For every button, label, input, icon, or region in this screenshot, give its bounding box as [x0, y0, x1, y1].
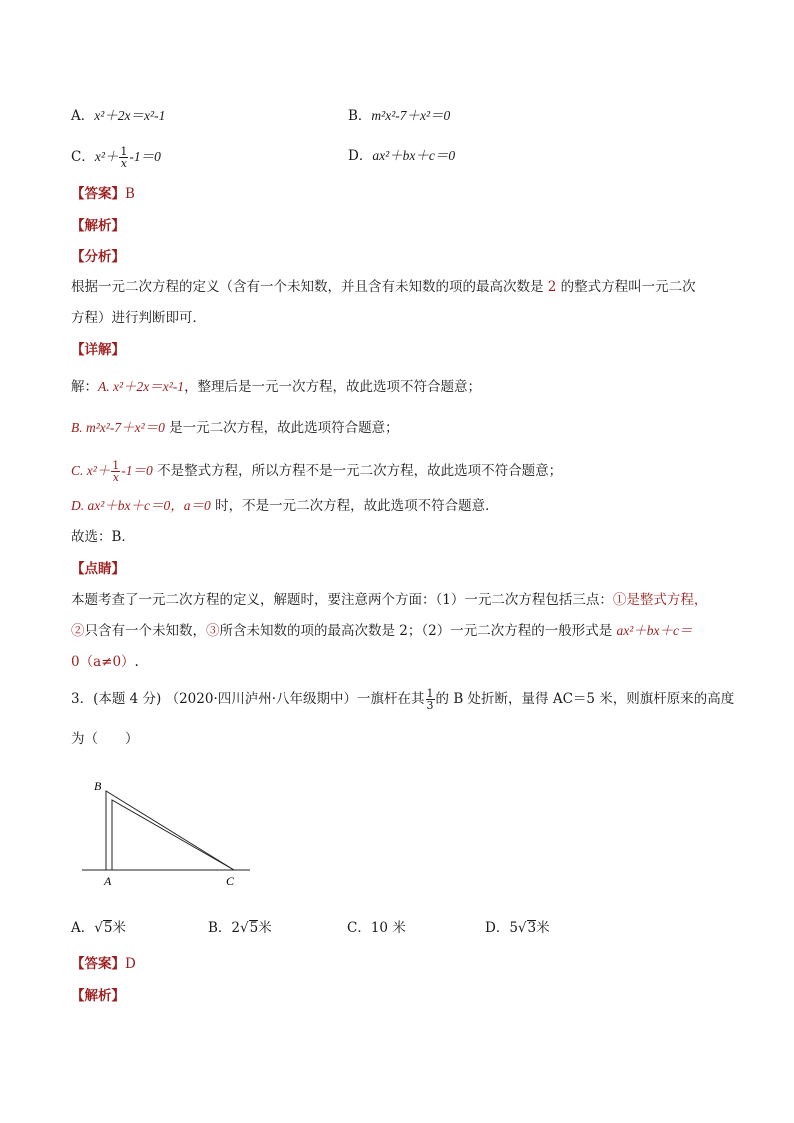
q3-option-a-radicand: 5 [103, 920, 113, 936]
option-a-expr: x²＋2x＝x²-1 [94, 108, 166, 123]
dianjing-text-2b: 所含未知数的项的最高次数是 2；（2）一元二次方程的一般形式是 [219, 623, 617, 639]
sqrt-icon: √ [94, 920, 103, 936]
option-d-label: D． [348, 148, 373, 164]
dianjing-text-2a: 只含有一个未知数， [84, 623, 206, 639]
q3-answer-line [71, 954, 136, 974]
conclusion: 故选：B． [71, 529, 135, 545]
answer-tag: 【答案】 [71, 186, 125, 202]
q3-option-c-value: 10 米 [370, 920, 406, 936]
sqrt-icon: √ [517, 920, 527, 936]
label-b: B [94, 779, 102, 793]
option-c-expr-post: -1＝0 [129, 149, 161, 164]
fraction-numerator: 1 [112, 459, 120, 472]
dianjing-line-3 [71, 652, 139, 672]
dianjing-point-3-mark: ③ [206, 623, 220, 639]
detail-a [71, 377, 481, 397]
label-a: A [104, 874, 112, 888]
option-b-expr: m²x²-7＋x²＝0 [371, 108, 451, 123]
answer-line [71, 184, 135, 204]
outer-triangle [106, 791, 234, 870]
dianjing-line-1 [71, 590, 707, 610]
jiexi-tag: 【解析】 [71, 218, 125, 234]
xiangjie-tag: 【详解】 [71, 342, 125, 358]
detail-d-expr: D. ax²＋bx＋c＝0，a＝0 [71, 498, 211, 513]
detail-d-text: 时，不是一元二次方程，故此选项不符合题意． [210, 498, 499, 514]
q3-option-a [71, 918, 126, 938]
q3-source: (本题 4 分) （2020·四川泸州·八年级期中）一旗杆在其 [93, 691, 425, 707]
q3-option-b [208, 918, 272, 938]
option-d [348, 146, 455, 166]
fraction-numerator: 1 [426, 687, 434, 700]
detail-c-text: 不是整式方程，所以方程不是一元二次方程，故此选项不符合题意； [152, 463, 563, 479]
fenxi-text-b: 的整式方程叫一元二次 [556, 279, 696, 295]
dianjing-point-2-mark: ② [71, 623, 85, 639]
dianjing-general-form-end: 0（a≠0） [71, 654, 135, 670]
fraction-denominator: x [120, 157, 127, 170]
dianjing-general-form: ax²＋bx＋c＝ [616, 623, 693, 638]
option-c-expr-pre: x²＋ [94, 149, 119, 164]
fenxi-text-a: 根据一元二次方程的定义（含有一个未知数，并且含有未知数的项的最高次数是 [71, 279, 548, 295]
q3-stem-line-1 [71, 688, 734, 711]
q3-option-d-radicand: 3 [527, 920, 537, 936]
detail-b-text: 是一元二次方程，故此选项符合题意； [164, 420, 399, 436]
detail-c [71, 460, 562, 483]
q3-option-d-label: D． [485, 920, 510, 936]
q3-number: 3． [71, 691, 94, 707]
fenxi-number: 2 [547, 279, 557, 295]
dianjing-line-2 [71, 621, 693, 641]
q3-option-b-unit: 米 [258, 920, 272, 936]
q3-option-d-coef: 5 [509, 920, 518, 936]
q3-answer-value: D [125, 956, 136, 972]
q3-stem-line-2: 为（ ） [71, 731, 139, 747]
detail-c-expr-pre: C. x²＋ [71, 463, 111, 478]
q3-option-a-label: A． [71, 920, 95, 936]
fraction-numerator: 1 [120, 145, 128, 158]
detail-b-expr: B. m²x²-7＋x²＝0 [71, 420, 165, 435]
detail-d [71, 496, 499, 516]
q3-option-a-unit: 米 [112, 920, 126, 936]
answer-value: B [125, 186, 135, 202]
q3-option-b-coef: 2 [231, 920, 241, 936]
detail-a-expr: A. x²＋2x＝x²-1 [98, 379, 185, 394]
option-c [71, 146, 161, 169]
option-a [71, 106, 165, 126]
option-b [348, 106, 450, 126]
inner-triangle [112, 800, 234, 870]
fraction-denominator: 3 [426, 699, 434, 712]
detail-c-expr-post: -1＝0 [121, 463, 153, 478]
option-c-fraction [119, 146, 128, 169]
fenxi-tag: 【分析】 [71, 249, 125, 265]
label-c: C [226, 874, 235, 888]
q3-option-c-label: C． [347, 920, 371, 936]
sqrt-icon: √ [240, 920, 249, 936]
detail-prefix: 解： [71, 379, 98, 395]
fenxi-line-2: 方程）进行判断即可． [71, 310, 206, 326]
q3-option-d-unit: 米 [536, 920, 550, 936]
q3-answer-tag: 【答案】 [71, 956, 125, 972]
option-a-label: A． [71, 108, 95, 124]
detail-c-fraction [111, 460, 120, 483]
dianjing-point-1: ①是整式方程， [612, 592, 708, 608]
option-d-expr: ax²＋bx＋c＝0 [372, 148, 456, 163]
detail-b [71, 418, 399, 438]
q3-fraction [426, 688, 435, 711]
q3-option-b-radicand: 5 [249, 920, 259, 936]
q3-option-d [485, 918, 550, 938]
dianjing-text-1: 本题考查了一元二次方程的定义，解题时，要注意两个方面：（1）一元二次方程包括三点： [71, 592, 613, 608]
q3-option-c [347, 918, 406, 938]
fenxi-line-1 [71, 277, 696, 297]
flagpole-figure [78, 776, 258, 888]
q3-jiexi-tag: 【解析】 [71, 988, 125, 1004]
q3-option-b-label: B． [208, 920, 232, 936]
option-b-label: B． [348, 108, 372, 124]
dianjing-tag: 【点睛】 [71, 561, 125, 577]
dianjing-period: . [134, 654, 139, 670]
fraction-denominator: x [112, 471, 119, 484]
option-c-label: C． [71, 149, 95, 165]
detail-a-text: ，整理后是一元一次方程，故此选项不符合题意； [184, 379, 482, 395]
q3-stem-rest: 的 B 处折断，量得 AC＝5 米，则旗杆原来的高度 [435, 691, 735, 707]
